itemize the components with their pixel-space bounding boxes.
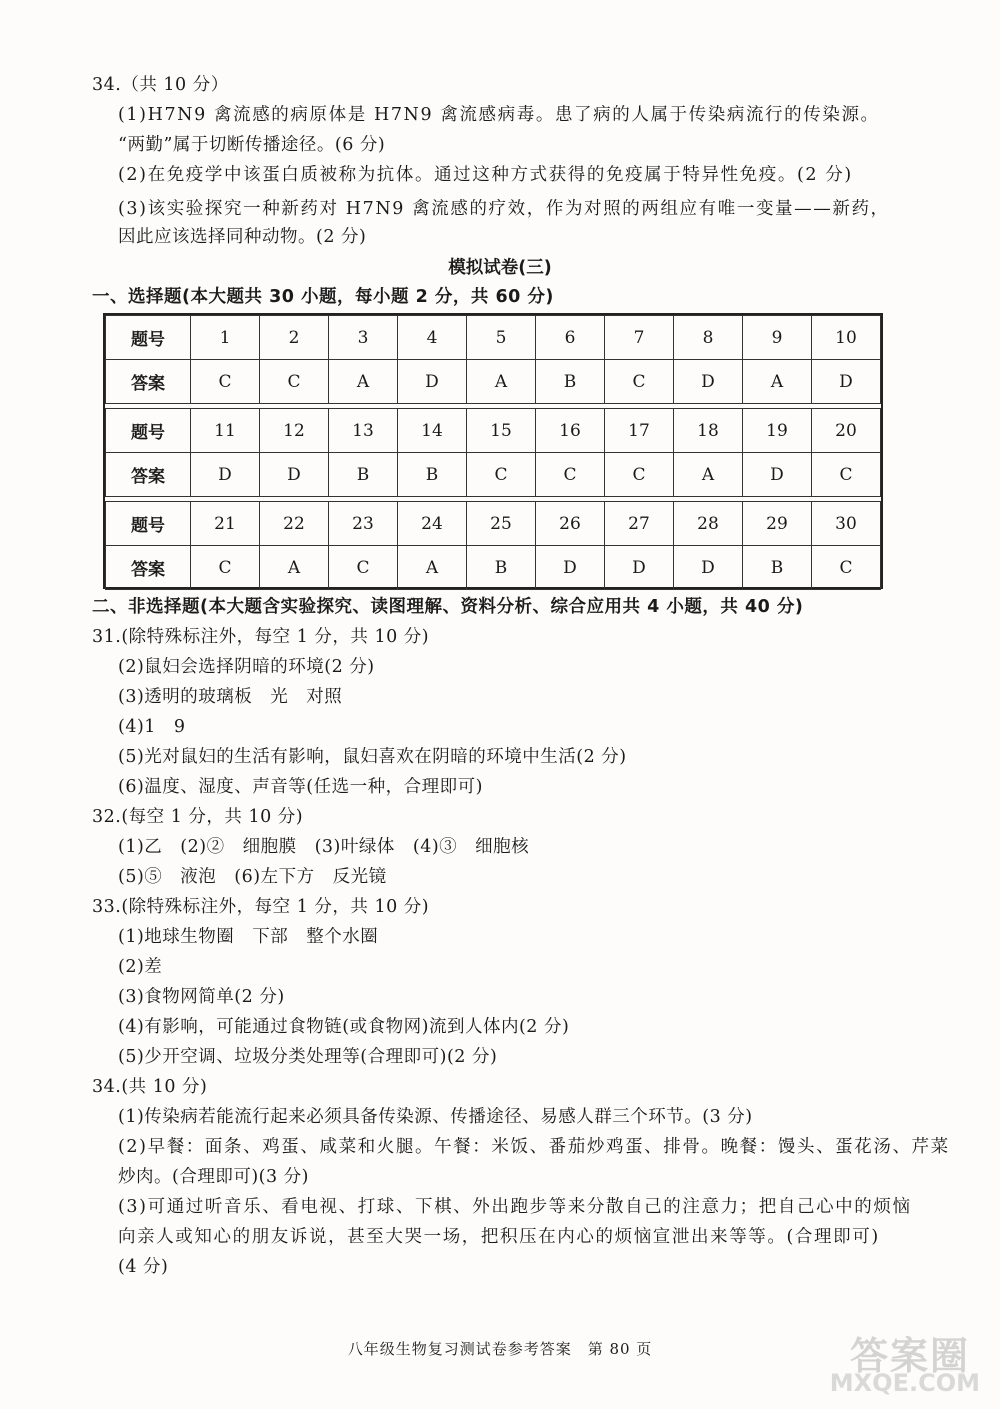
q33-answer-3: (3)食物网简单(2 分)	[118, 987, 285, 1007]
q31-answer-6: (6)温度、湿度、声音等(任选一种，合理即可)	[118, 777, 483, 797]
table-row	[106, 360, 881, 404]
ans-cell: B	[329, 453, 398, 497]
q32-answer-2: (5)⑤ 液泡 (6)左下方 反光镜	[118, 867, 387, 887]
q34-answer-3-score: (4 分)	[118, 1257, 169, 1277]
prev-q34-line-5: 因此应该选择同种动物。(2 分)	[118, 227, 367, 247]
header-cell-num: 题号	[106, 502, 191, 546]
ans-cell: D	[605, 546, 674, 590]
num-cell: 1	[191, 316, 260, 360]
watermark	[790, 1325, 990, 1405]
ans-cell: D	[398, 360, 467, 404]
q34-answer-3: (3)可通过听音乐、看电视、打球、下棋、外出跑步等来分散自己的注意力；把自己心中的烦恼	[118, 1197, 912, 1217]
q34-answer-2-cont: 炒肉。(合理即可)(3 分)	[118, 1167, 310, 1187]
ans-cell: D	[260, 453, 329, 497]
q31-answer-3: (3)透明的玻璃板 光 对照	[118, 687, 343, 707]
page-footer: 八年级生物复习测试卷参考答案 第 80 页	[347, 1340, 653, 1358]
ans-cell: C	[191, 360, 260, 404]
q34-answer-3-cont: 向亲人或知心的朋友诉说，甚至大哭一场，把积压在内心的烦恼宣泄出来等等。(合理即可)	[118, 1227, 880, 1247]
num-cell: 15	[467, 409, 536, 453]
q33-answer-4: (4)有影响，可能通过食物链(或食物网)流到人体内(2 分)	[118, 1017, 570, 1037]
ans-cell: C	[260, 360, 329, 404]
ans-cell: A	[467, 360, 536, 404]
q32-answer-1: (1)乙 (2)② 细胞膜 (3)叶绿体 (4)③ 细胞核	[118, 837, 530, 857]
part2-title: 二、非选择题(本大题含实验探究、读图理解、资料分析、综合应用共 4 小题，共 40 分)	[92, 597, 804, 617]
q34-answer-2: (2)早餐：面条、鸡蛋、咸菜和火腿。午餐：米饭、番茄炒鸡蛋、排骨。晚餐：馒头、蛋花汤、芹菜	[118, 1137, 950, 1157]
ans-cell: A	[260, 546, 329, 590]
ans-cell: D	[743, 453, 812, 497]
q34-title: 34.(共 10 分)	[92, 1077, 208, 1097]
q31-answer-4: (4)1 9	[118, 717, 186, 737]
header-cell-ans: 答案	[106, 546, 191, 590]
ans-cell: C	[329, 546, 398, 590]
ans-cell: C	[191, 546, 260, 590]
num-cell: 26	[536, 502, 605, 546]
prev-q34-line-2: “两勤”属于切断传播途径。(6 分)	[118, 135, 386, 155]
num-cell: 29	[743, 502, 812, 546]
num-cell: 28	[674, 502, 743, 546]
num-cell: 14	[398, 409, 467, 453]
num-cell: 5	[467, 316, 536, 360]
ans-cell: B	[398, 453, 467, 497]
header-cell-num: 题号	[106, 409, 191, 453]
q31-answer-5: (5)光对鼠妇的生活有影响，鼠妇喜欢在阴暗的环境中生活(2 分)	[118, 747, 627, 767]
q32-title: 32.(每空 1 分，共 10 分)	[92, 807, 304, 827]
table-row	[106, 316, 881, 360]
num-cell: 22	[260, 502, 329, 546]
num-cell: 9	[743, 316, 812, 360]
watermark-logo: 答案圈	[849, 1334, 970, 1378]
ans-cell: D	[191, 453, 260, 497]
table-row	[106, 409, 881, 453]
q34-answer-1: (1)传染病若能流行起来必须具备传染源、传播途径、易感人群三个环节。(3 分)	[118, 1107, 753, 1127]
num-cell: 30	[812, 502, 881, 546]
table-row	[106, 502, 881, 546]
ans-cell: C	[605, 453, 674, 497]
ans-cell: A	[398, 546, 467, 590]
q33-answer-5: (5)少开空调、垃圾分类处理等(合理即可)(2 分)	[118, 1047, 498, 1067]
ans-cell: D	[536, 546, 605, 590]
prev-q34-line-1: (1)H7N9 禽流感的病原体是 H7N9 禽流感病毒。患了病的人属于传染病流行的传染源。	[118, 105, 880, 125]
num-cell: 4	[398, 316, 467, 360]
num-cell: 8	[674, 316, 743, 360]
q33-answer-2: (2)差	[118, 957, 163, 977]
ans-cell: B	[467, 546, 536, 590]
num-cell: 13	[329, 409, 398, 453]
num-cell: 6	[536, 316, 605, 360]
section-title: 模拟试卷(三)	[448, 258, 552, 278]
ans-cell: A	[329, 360, 398, 404]
num-cell: 11	[191, 409, 260, 453]
ans-cell: C	[536, 453, 605, 497]
watermark-url: MXQE.COM	[829, 1369, 980, 1397]
num-cell: 17	[605, 409, 674, 453]
ans-cell: C	[812, 453, 881, 497]
ans-cell: B	[743, 546, 812, 590]
num-cell: 21	[191, 502, 260, 546]
num-cell: 20	[812, 409, 881, 453]
q33-answer-1: (1)地球生物圈 下部 整个水圈	[118, 927, 379, 947]
num-cell: 18	[674, 409, 743, 453]
num-cell: 24	[398, 502, 467, 546]
num-cell: 7	[605, 316, 674, 360]
header-cell-ans: 答案	[106, 360, 191, 404]
num-cell: 10	[812, 316, 881, 360]
ans-cell: C	[812, 546, 881, 590]
ans-cell: C	[605, 360, 674, 404]
ans-cell: D	[674, 546, 743, 590]
q33-title: 33.(除特殊标注外，每空 1 分，共 10 分)	[92, 897, 430, 917]
num-cell: 12	[260, 409, 329, 453]
num-cell: 3	[329, 316, 398, 360]
prev-q34-title: 34.（共 10 分）	[92, 75, 229, 95]
num-cell: 23	[329, 502, 398, 546]
answer-table	[103, 313, 883, 589]
num-cell: 2	[260, 316, 329, 360]
prev-q34-line-4: (3)该实验探究一种新药对 H7N9 禽流感的疗效，作为对照的两组应有唯一变量——新药，	[118, 199, 890, 219]
header-cell-ans: 答案	[106, 453, 191, 497]
prev-q34-line-3: (2)在免疫学中该蛋白质被称为抗体。通过这种方式获得的免疫属于特异性免疫。(2 分)	[118, 165, 853, 185]
q31-title: 31.(除特殊标注外，每空 1 分，共 10 分)	[92, 627, 430, 647]
table-row	[106, 546, 881, 590]
ans-cell: B	[536, 360, 605, 404]
num-cell: 27	[605, 502, 674, 546]
ans-cell: D	[674, 360, 743, 404]
num-cell: 25	[467, 502, 536, 546]
part1-title: 一、选择题(本大题共 30 小题，每小题 2 分，共 60 分)	[92, 287, 554, 307]
q31-answer-2: (2)鼠妇会选择阴暗的环境(2 分)	[118, 657, 375, 677]
ans-cell: A	[674, 453, 743, 497]
header-cell-num: 题号	[106, 316, 191, 360]
ans-cell: A	[743, 360, 812, 404]
table-row	[106, 453, 881, 497]
num-cell: 19	[743, 409, 812, 453]
ans-cell: D	[812, 360, 881, 404]
num-cell: 16	[536, 409, 605, 453]
ans-cell: C	[467, 453, 536, 497]
